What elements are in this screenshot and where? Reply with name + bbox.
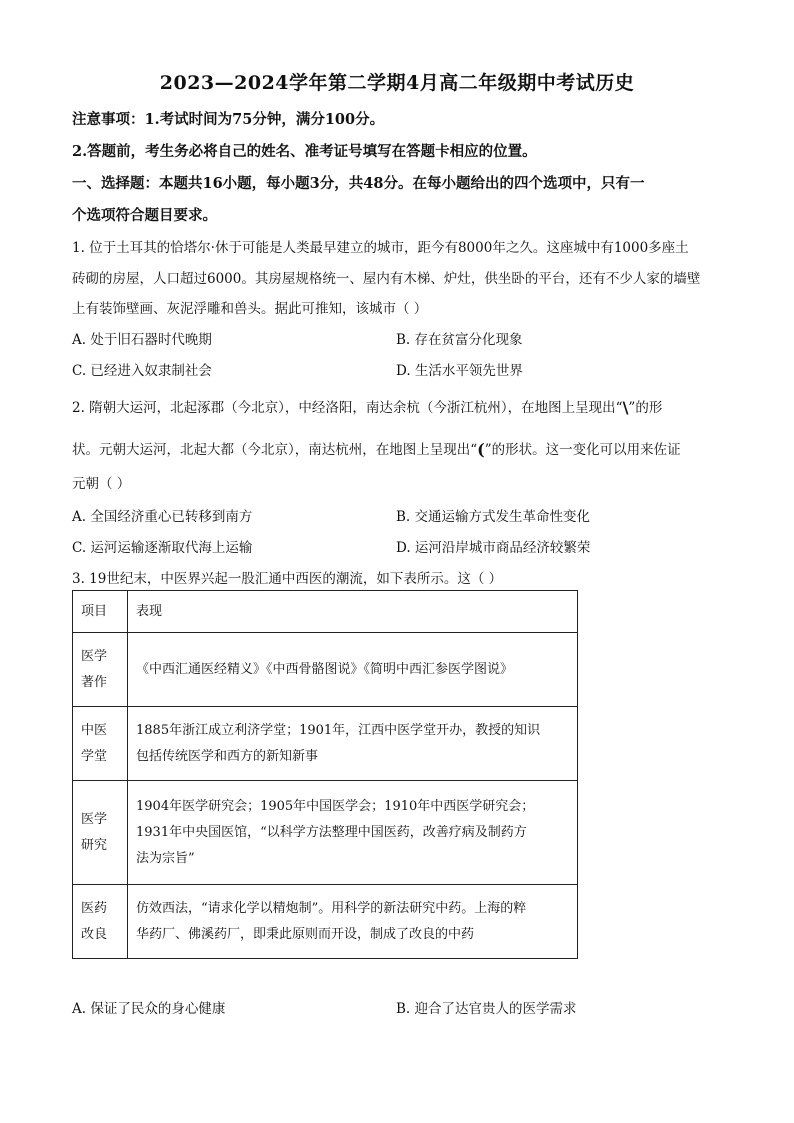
table-header-item: 项目 — [73, 591, 128, 633]
cell-line: 华药厂、佛溪药厂，即秉此原则而开设，制成了改良的中药 — [136, 926, 475, 942]
cell-line: 仿效西法，“请求化学以精炮制”。用科学的新法研究中药。上海的粹 — [136, 900, 527, 916]
cell-line: 医学 — [81, 648, 108, 664]
q1-option-c[interactable]: C. 已经进入奴隶制社会 — [72, 363, 212, 379]
table-cell-content — [128, 707, 578, 781]
notes-line-1: 注意事项：1.考试时间为75分钟，满分100分。 — [72, 111, 385, 128]
table-row — [73, 781, 578, 885]
q1-option-b[interactable]: B. 存在贫富分化现象 — [396, 332, 523, 348]
table-row — [73, 591, 578, 633]
sui-canal-shape-icon: \ — [622, 398, 629, 417]
table-cell-category — [73, 707, 128, 781]
q2-option-b[interactable]: B. 交通运输方式发生革命性变化 — [396, 509, 591, 525]
q2-stem-line-2b: ”的形状。这一变化可以用来佐证 — [484, 442, 681, 458]
cell-line: 1904年医学研究会；1905年中国医学会；1910年中西医学研究会； — [136, 798, 535, 814]
table-cell-content: 《中西汇通医经精义》《中西骨骼图说》《简明中西汇参医学图说》 — [128, 633, 578, 707]
table-cell-content — [128, 885, 578, 959]
cell-line: 1885年浙江成立利济学堂；1901年，江西中医学堂开办，教授的知识 — [136, 722, 541, 738]
cell-line: 1931年中央国医馆，“以科学方法整理中国医药，改善疗病及制药方 — [136, 824, 527, 840]
q2-stem-line-2 — [72, 438, 681, 459]
cell-line: 学堂 — [81, 748, 108, 764]
cell-line: 法为宗旨” — [136, 850, 195, 866]
q1-option-a[interactable]: A. 处于旧石器时代晚期 — [72, 332, 212, 348]
yuan-canal-shape-icon: ( — [477, 440, 485, 459]
table-row — [73, 633, 578, 707]
cell-line: 著作 — [81, 674, 108, 690]
q1-stem-line-1: 1. 位于土耳其的恰塔尔·休于可能是人类最早建立的城市，距今有8000年之久。这座城中有1000多座土 — [72, 240, 689, 256]
q2-option-a[interactable]: A. 全国经济重心已转移到南方 — [72, 509, 253, 525]
notes-line-2: 2.答题前，考生务必将自己的姓名、准考证号填写在答题卡相应的位置。 — [72, 143, 537, 160]
table-cell-category — [73, 633, 128, 707]
cell-line: 包括传统医学和西方的新知新事 — [136, 748, 319, 764]
q3-option-a[interactable]: A. 保证了民众的身心健康 — [72, 1001, 226, 1017]
q2-stem-line-1 — [72, 396, 662, 417]
table-cell-category — [73, 781, 128, 885]
section-heading-line-2: 个选项符合题目要求。 — [72, 207, 217, 224]
q2-stem-line-1a: 2. 隋朝大运河，北起涿郡（今北京），中经洛阳，南达余杭（今浙江杭州），在地图上呈现出“ — [72, 400, 623, 416]
table-row — [73, 707, 578, 781]
cell-line: 研究 — [81, 837, 108, 853]
table-cell-content — [128, 781, 578, 885]
table-header-performance: 表现 — [128, 591, 578, 633]
section-heading-line-1: 一、选择题：本题共16小题，每小题3分，共48分。在每小题给出的四个选项中，只有一 — [72, 175, 645, 192]
q1-option-d[interactable]: D. 生活水平领先世界 — [396, 363, 523, 379]
cell-line: 医学 — [81, 811, 108, 827]
q2-option-c[interactable]: C. 运河运输逐渐取代海上运输 — [72, 540, 253, 556]
q2-option-d[interactable]: D. 运河沿岸城市商品经济较繁荣 — [396, 540, 591, 556]
q2-stem-line-1b: ”的形 — [628, 400, 663, 416]
page-title: 2023—2024学年第二学期4月高二年级期中考试历史 — [159, 72, 635, 94]
table-row — [73, 885, 578, 959]
q1-stem-line-2: 砖砌的房屋，人口超过6000。其房屋规格统一、屋内有木梯、炉灶，供坐卧的平台，还有不少人家的墙壁 — [72, 271, 701, 287]
q3-option-b[interactable]: B. 迎合了达官贵人的医学需求 — [396, 1001, 577, 1017]
q3-table — [72, 590, 578, 959]
table-cell-category — [73, 885, 128, 959]
cell-line: 医药 — [81, 900, 108, 916]
cell-line: 中医 — [81, 722, 108, 738]
cell-line: 改良 — [81, 926, 108, 942]
q3-stem: 3. 19世纪末，中医界兴起一股汇通中西医的潮流，如下表所示。这（ ） — [72, 571, 503, 587]
q2-stem-line-3: 元朝（ ） — [72, 476, 131, 492]
q2-stem-line-2a: 状。元朝大运河，北起大都（今北京），南达杭州，在地图上呈现出“ — [72, 442, 478, 458]
q1-stem-line-3: 上有装饰壁画、灰泥浮雕和兽头。据此可推知，该城市（ ） — [72, 301, 428, 317]
